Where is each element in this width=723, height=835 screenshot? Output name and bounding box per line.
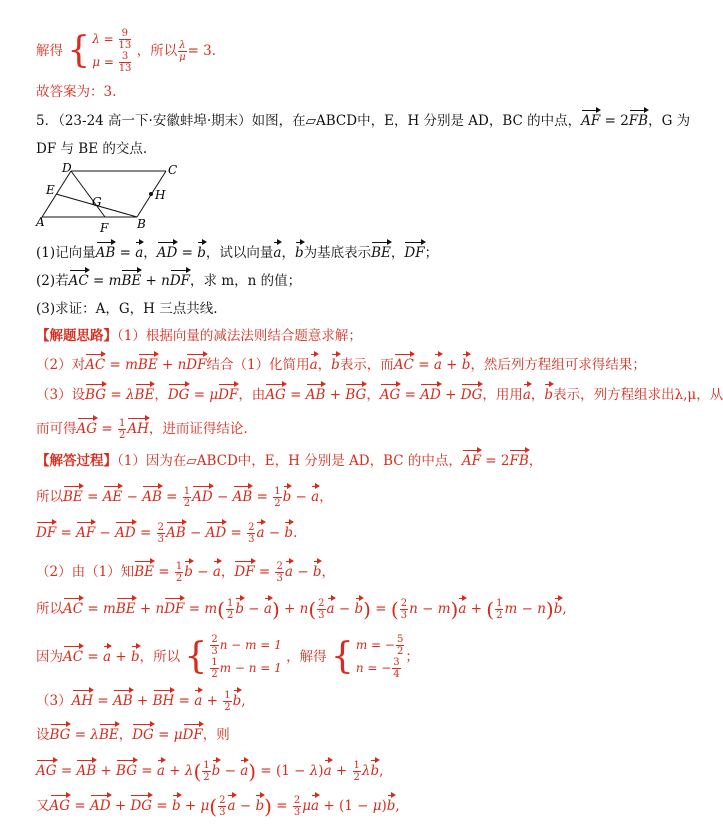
question-1: (1)记向量AB = a，AD = b，试以向量a，b为基底表示BE，DF； xyxy=(36,245,439,261)
prev-solution-line: 解得 { λ = $\frac{9}{13}$ μ = $\frac{3}{13}$ ，所以 $\frac{\lambda}{\mu}$ = 3. xyxy=(36,28,217,74)
problem-line-2: DF 与 BE 的交点. xyxy=(36,141,148,157)
solution-part-3: （3）AH = AB + BH = a + $\frac{1}{2}$ b, xyxy=(36,690,246,713)
label-A: A xyxy=(36,215,45,229)
label-D: D xyxy=(62,161,72,175)
question-2: (2)若AC = mBE + nDF，求 m，n 的值； xyxy=(36,273,302,289)
solution-DF: DF = AF − AD = $\frac{2}{3}$ AB − AD = $\frac{2}{3}$ a − b. xyxy=(36,522,298,545)
hint-line-3: （3）设BG = λBE，DG = μDF，由AG = AB + BG，AG = AD + DG，用用a，b表示，列方程组求出λ,μ，从 xyxy=(36,387,723,403)
solution-AG-lambda: AG = AB + BG = a + λ( $\frac{1}{2}$ b − a) = (1 − λ)a + $\frac{1}{2}$ λb, xyxy=(36,759,384,784)
problem-condition-line: 5．（23-24 高一下·安徽蚌埠·期末）如图，在▱ABCD中，E，H 分别是 AD，BC 的中点，AF = 2FB，G 为 xyxy=(36,113,691,129)
parallelogram-figure xyxy=(36,162,186,234)
label-G: G xyxy=(92,195,102,209)
hint-line-1: 【解题思路】（1）根据向量的减法法则结合题意求解； xyxy=(36,328,362,344)
point-H xyxy=(149,192,153,196)
solution-set-lambda-mu: 设BG = λBE，DG = μDF，则 xyxy=(36,727,230,743)
segment-DF xyxy=(71,171,105,217)
solution-AC-expansion: 所以AC = mBE + nDF = m( $\frac{1}{2}$ b − a) + n( $\frac{2}{3}$ a − b) = ( $\frac{2}{3}$ n − m)a + ( $\frac{1}{2}$ m − n)b, xyxy=(36,597,567,622)
solution-system: 因为AC = a + b，所以 { $\frac{2}{3}$ n − m = 1 $\frac{1}{2}$ m − n = 1 ，解得 { m = − $\frac{5}{2}$ n = − $\frac{3}{4}$ ； xyxy=(36,634,419,680)
solution-system-mn: { m = − $\frac{5}{2}$ n = − $\frac{3}{4}$ xyxy=(330,634,404,680)
label-E: E xyxy=(46,183,55,197)
question-3: (3)求证：A，G，H 三点共线. xyxy=(36,301,218,317)
prev-answer: 故答案为：3. xyxy=(36,84,117,100)
solution-AG-mu: 又AG = AD + DG = b + μ( $\frac{2}{3}$ a − b) = $\frac{2}{3}$ μa + (1 − μ)b, xyxy=(36,794,400,819)
solution-BE: 所以BE = AE − AB = $\frac{1}{2}$ AD − AB = $\frac{1}{2}$ b − a， xyxy=(36,486,333,509)
equation-system-mn: { $\frac{2}{3}$ n − m = 1 $\frac{1}{2}$ m − n = 1 xyxy=(184,634,282,680)
solution-part-2: （2）由（1）知BE = $\frac{1}{2}$ b − a，DF = $\frac{2}{3}$ a − b， xyxy=(36,561,335,584)
hint-line-4: 而可得AG = $\frac{1}{2}$ AH，进而证得结论. xyxy=(36,418,248,441)
label-H: H xyxy=(155,188,166,202)
label-B: B xyxy=(137,217,146,231)
prev-equation-system: { λ = $\frac{9}{13}$ μ = $\frac{3}{13}$ xyxy=(67,28,132,74)
solution-line-1: 【解答过程】（1）因为在▱ABCD中，E，H 分别是 AD，BC 的中点，AF = 2FB， xyxy=(36,453,543,469)
hint-line-2: （2）对AC = mBE + nDF结合（1）化简用a，b表示，而AC = a + b，然后列方程组可求得结果； xyxy=(36,357,646,373)
label-F: F xyxy=(100,221,109,235)
label-C: C xyxy=(168,163,178,177)
